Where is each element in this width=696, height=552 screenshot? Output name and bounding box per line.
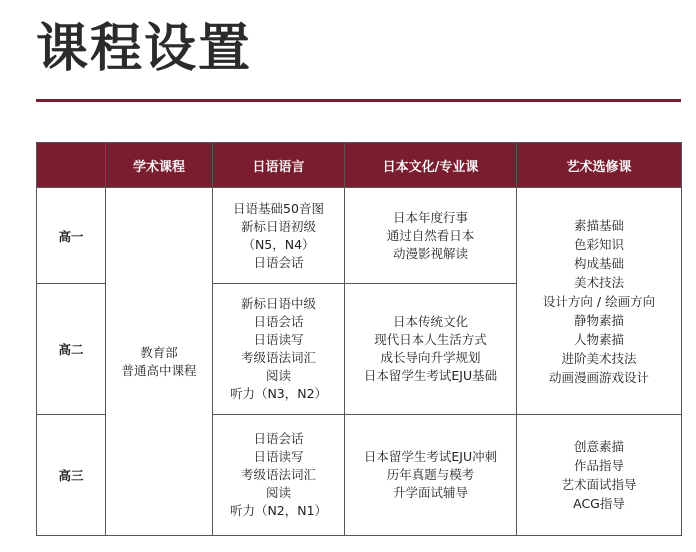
academic-cell (106, 188, 213, 536)
course-line: 日语读写 (253, 449, 304, 464)
course-line: 听力（N3，N2） (229, 386, 328, 401)
course-line: 阅读 (265, 485, 291, 500)
course-line: 历年真题与模考 (386, 467, 475, 482)
course-line: 创意素描 (573, 439, 624, 454)
course-line: 动画漫画游戏设计 (548, 369, 649, 385)
art-cell (517, 188, 682, 415)
grade-cell: 高一 (37, 188, 106, 284)
course-line: 日本留学生考试EJU基础 (363, 368, 498, 383)
header-row (37, 143, 682, 188)
header-japanese: 日语语言 (213, 143, 345, 188)
course-line: 色彩知识 (573, 236, 624, 252)
header-culture: 日本文化/专业课 (345, 143, 517, 188)
art-cell (517, 415, 682, 536)
course-line: 人物素描 (573, 331, 624, 347)
course-line: 设计方向 / 绘画方向 (542, 293, 656, 309)
course-line: 日本留学生考试EJU冲刺 (363, 449, 498, 464)
course-line: 日本年度行事 (392, 209, 468, 225)
grade-cell: 高二 (37, 284, 106, 415)
course-line: 阅读 (265, 368, 291, 383)
course-line: 日语基础50音图 (233, 200, 324, 216)
course-line: 艺术面试指导 (561, 477, 637, 492)
course-line: 新标日语中级 (240, 296, 316, 311)
academic-line: 教育部 (140, 344, 178, 360)
course-line: 考级语法词汇 (240, 467, 316, 482)
course-line: 日语会话 (253, 254, 304, 270)
culture-cell (345, 415, 517, 536)
course-line: 静物素描 (573, 312, 624, 328)
curriculum-table (36, 142, 682, 536)
course-line: 素描基础 (573, 217, 624, 233)
course-line: （N5，N4） (242, 236, 315, 252)
header-art: 艺术选修课 (517, 143, 682, 188)
course-line: ACG指导 (573, 496, 625, 511)
course-line: 日语会话 (253, 431, 304, 446)
course-line: 升学面试辅导 (392, 485, 468, 500)
academic-line: 普通高中课程 (121, 362, 197, 378)
course-line: 美术技法 (573, 274, 624, 290)
header-academic: 学术课程 (106, 143, 213, 188)
page-title: 课程设置 (36, 19, 253, 79)
course-line: 成长导向升学规划 (380, 350, 481, 365)
title-divider (36, 99, 681, 102)
table-row (37, 188, 682, 284)
course-line: 日本传统文化 (392, 314, 468, 329)
japanese-cell (213, 188, 345, 284)
course-line: 日语会话 (253, 314, 304, 329)
course-line: 听力（N2，N1） (229, 503, 328, 518)
culture-cell (345, 284, 517, 415)
course-line: 现代日本人生活方式 (374, 332, 487, 347)
course-line: 新标日语初级 (240, 218, 316, 234)
japanese-cell (213, 415, 345, 536)
course-line: 构成基础 (573, 255, 624, 271)
header-corner (37, 143, 106, 188)
course-line: 进阶美术技法 (561, 350, 637, 366)
course-line: 考级语法词汇 (240, 350, 316, 365)
course-line: 动漫影视解读 (392, 245, 468, 261)
culture-cell (345, 188, 517, 284)
course-line: 通过自然看日本 (386, 227, 475, 243)
course-line: 作品指导 (573, 458, 624, 473)
japanese-cell (213, 284, 345, 415)
grade-cell: 高三 (37, 415, 106, 536)
course-line: 日语读写 (253, 332, 304, 347)
